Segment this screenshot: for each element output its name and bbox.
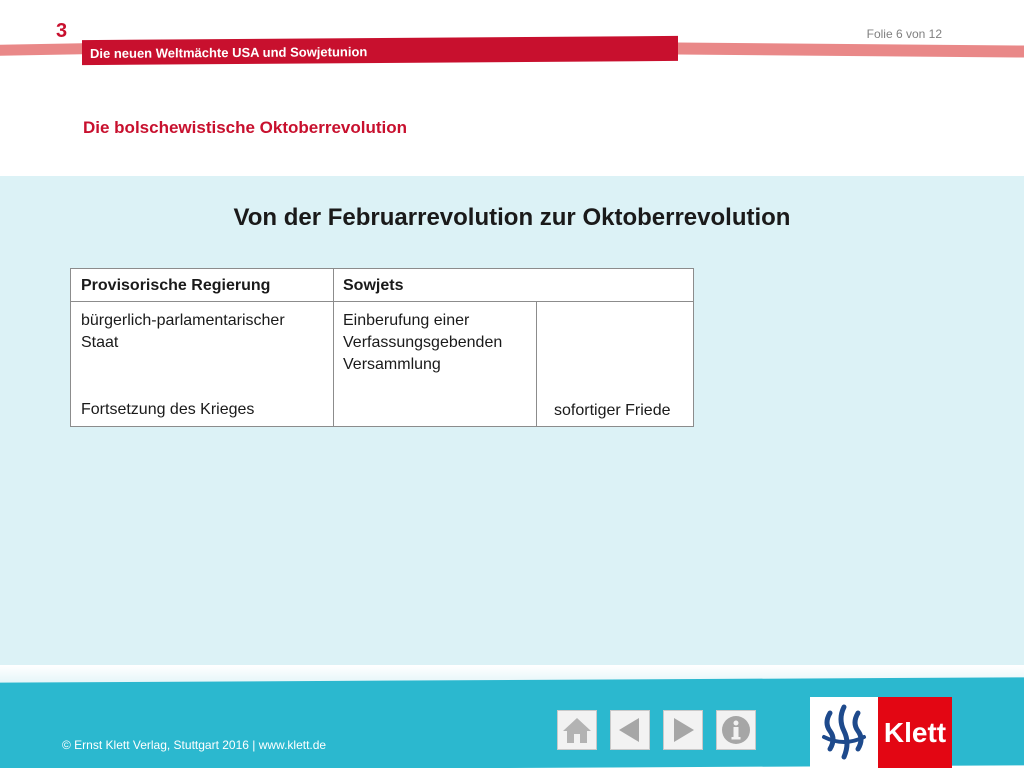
content-panel — [0, 176, 1024, 665]
home-icon — [561, 715, 593, 745]
table-cell-text: bürgerlich-parlamentarischer — [81, 312, 285, 329]
header-stripe-left — [0, 43, 82, 55]
table-header-provisional-government: Provisorische Regierung — [81, 277, 271, 294]
table-cell-text: Verfassungsgebenden — [343, 334, 503, 351]
arrow-right-icon — [668, 715, 698, 745]
series-title: Die neuen Weltmächte USA und Sowjetunion — [90, 44, 368, 62]
next-slide-button[interactable] — [663, 710, 703, 750]
main-heading: Von der Februarrevolution zur Oktoberrevolution — [233, 204, 791, 231]
page-subtitle: Die bolschewistische Oktoberrevolution — [83, 118, 408, 137]
table-cell-text: sofortiger Friede — [554, 402, 671, 419]
arrow-left-icon — [615, 715, 645, 745]
copyright-text: © Ernst Klett Verlag, Stuttgart 2016 | www.klett.de — [62, 738, 327, 752]
chapter-number: 3 — [56, 20, 68, 42]
klett-logo-icon — [810, 697, 878, 768]
header-bar — [82, 36, 678, 65]
info-button[interactable] — [716, 710, 756, 750]
table-cell-text: Versammlung — [343, 356, 441, 373]
comparison-table — [70, 268, 694, 427]
table-cell-text: Einberufung einer — [343, 312, 470, 329]
klett-logo — [810, 697, 952, 768]
header-stripe-right — [678, 42, 1024, 57]
info-icon — [720, 714, 752, 746]
table-cell-text: Fortsetzung des Krieges — [81, 401, 255, 418]
slide-counter: Folie 6 von 12 — [866, 27, 942, 41]
home-button[interactable] — [557, 710, 597, 750]
table-divider — [536, 302, 537, 426]
table-header-soviets: Sowjets — [343, 277, 404, 294]
klett-logo-wordmark: Klett — [878, 697, 952, 768]
previous-slide-button[interactable] — [610, 710, 650, 750]
table-cell-text: Staat — [81, 334, 119, 351]
table-divider — [333, 269, 334, 426]
